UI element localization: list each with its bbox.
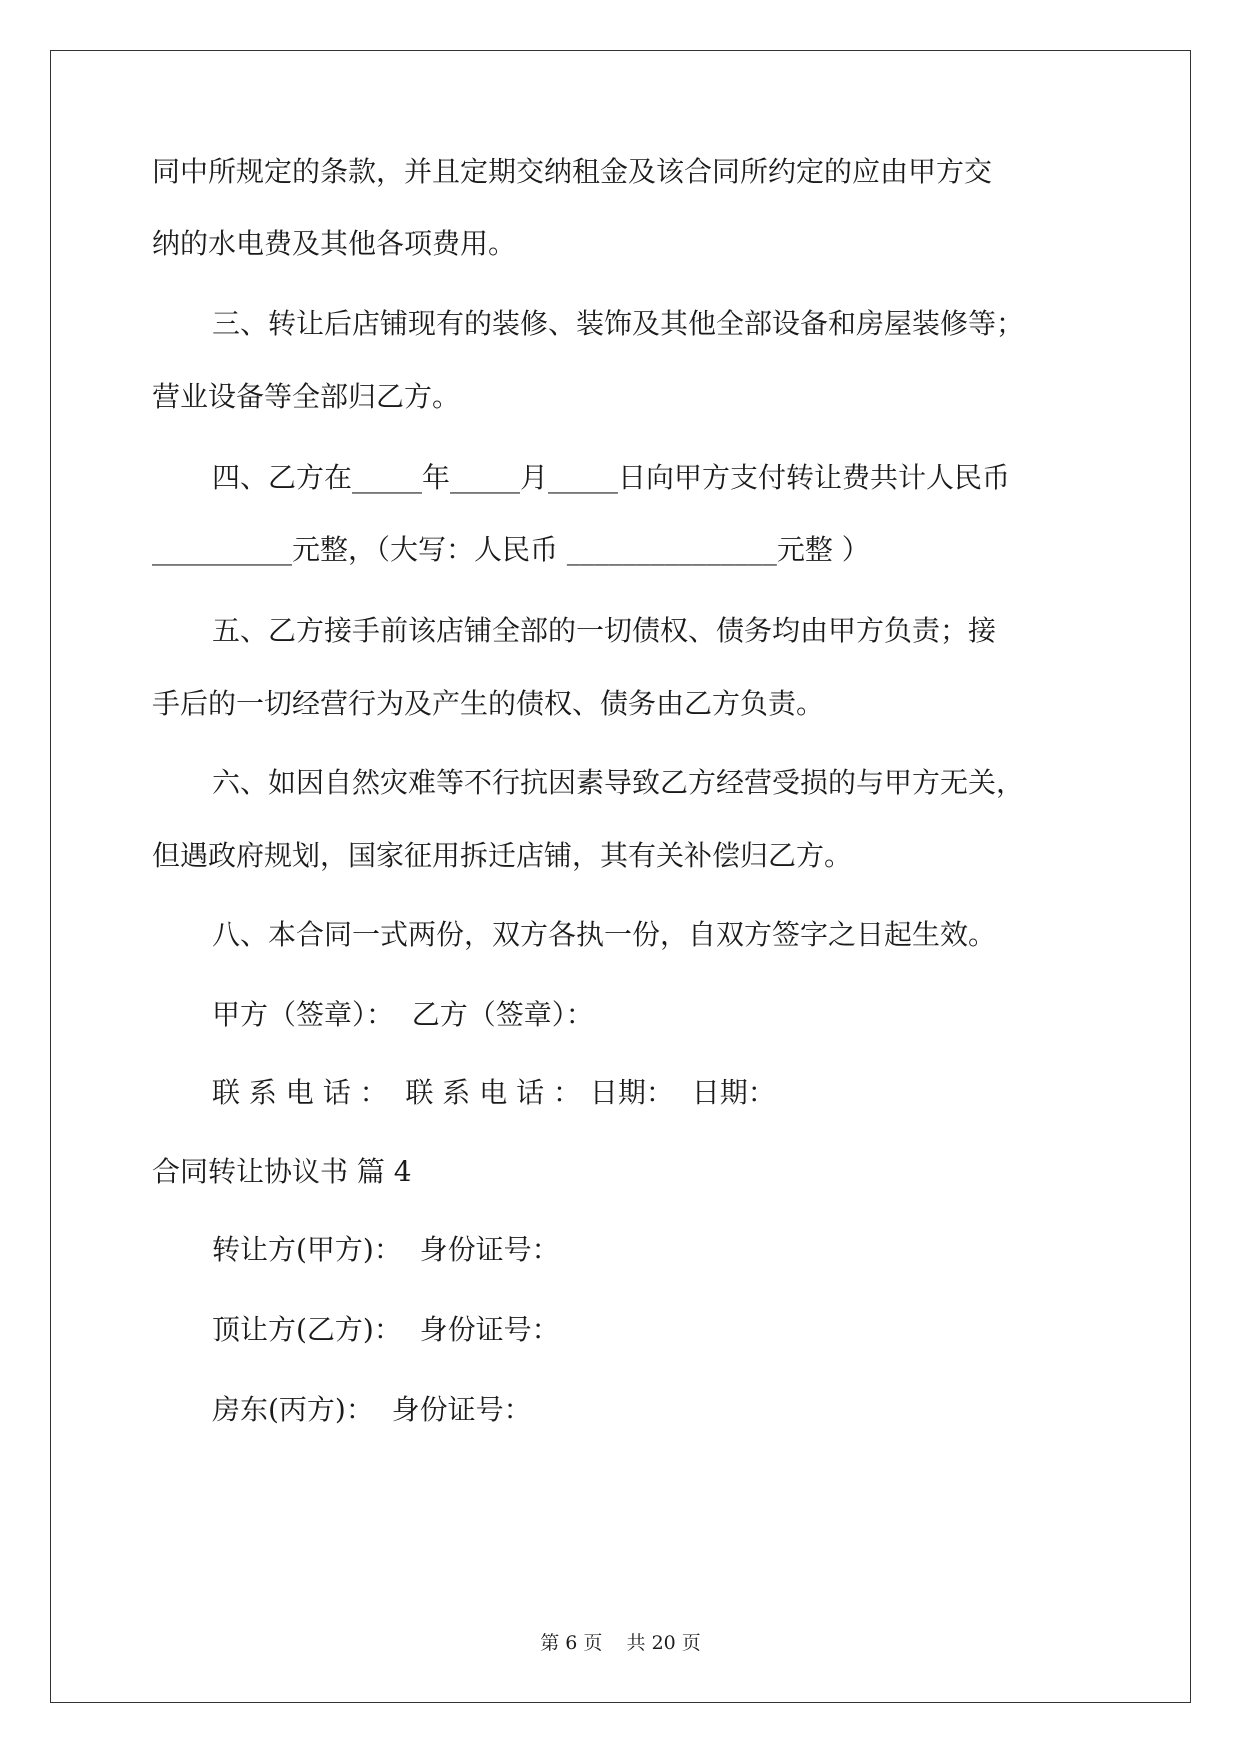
clause-5: 五、乙方接手前该店铺全部的一切债权、债务均由甲方负责；接 (212, 614, 997, 647)
party-c-line: 房东(丙方)： 身份证号： (212, 1393, 532, 1426)
paragraph-line: __________元整，（大写：人民币 _______________元整 ） (152, 533, 870, 566)
clause-3: 三、转让后店铺现有的装修、装饰及其他全部设备和房屋装修等； (212, 307, 1025, 340)
clause-4: 四、乙方在_____年_____月_____日向甲方支付转让费共计人民币 (212, 461, 1011, 494)
party-b-line: 顶让方(乙方)： 身份证号： (212, 1313, 560, 1346)
section-heading: 合同转让协议书 篇 4 (152, 1155, 412, 1188)
signature-line: 甲方（签章）： 乙方（签章）： (212, 998, 594, 1031)
contact-date-line: 联 系 电 话 ： 联 系 电 话 ： 日期： 日期： (212, 1076, 776, 1109)
paragraph-line: 但遇政府规划，国家征用拆迁店铺，其有关补偿归乙方。 (152, 839, 853, 872)
paragraph-line: 同中所规定的条款，并且定期交纳租金及该合同所约定的应由甲方交 (152, 155, 993, 188)
party-a-line: 转让方(甲方)： 身份证号： (212, 1233, 560, 1266)
page-number: 第 6 页 共 20 页 (540, 1632, 701, 1654)
page-frame (50, 50, 1191, 1703)
clause-8: 八、本合同一式两份，双方各执一份，自双方签字之日起生效。 (212, 918, 997, 951)
paragraph-line: 手后的一切经营行为及产生的债权、债务由乙方负责。 (152, 687, 825, 720)
paragraph-line: 营业设备等全部归乙方。 (152, 380, 461, 413)
paragraph-line: 纳的水电费及其他各项费用。 (152, 227, 517, 260)
clause-6: 六、如因自然灾难等不行抗因素导致乙方经营受损的与甲方无关， (212, 766, 1025, 799)
